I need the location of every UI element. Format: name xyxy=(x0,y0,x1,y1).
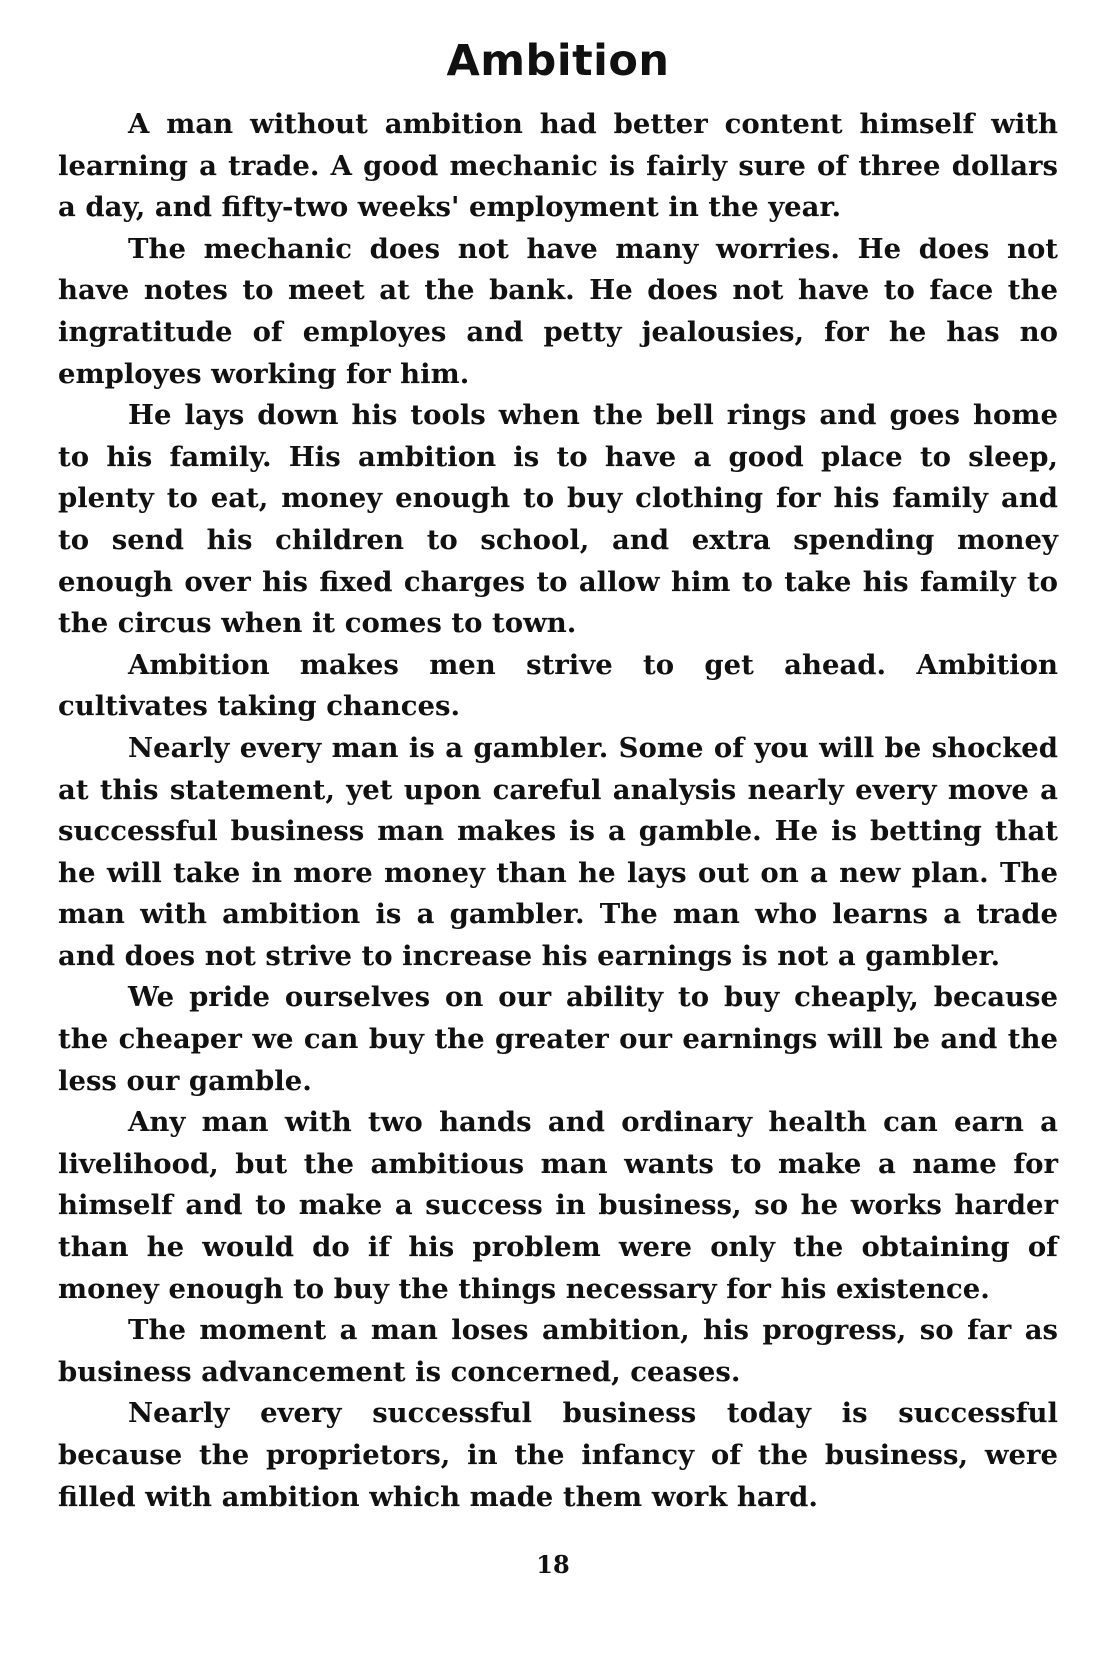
paragraph-2: The mechanic does not have many worries. He does not have notes to meet at the bank. He does not have to face the ingratitude of employes and petty jealousies, for he has no employes working for him. xyxy=(58,232,1058,390)
paragraph-9: Nearly every successful business today is successful because the proprietors, in the infancy of the business, were filled with ambition which made them work hard. xyxy=(58,1397,1058,1513)
page-number: 18 xyxy=(536,1550,570,1579)
paragraph-8: The moment a man loses ambition, his progress, so far as business advancement is concerned, ceases. xyxy=(58,1314,1058,1388)
paragraph-7: Any man with two hands and ordinary health can earn a livelihood, but the ambitious man wants to make a name for himself and to make a success in business, so he works harder than he would do if his problem were only the obtaining of money enough to buy the things necessary for his existence. xyxy=(58,1106,1058,1305)
page-content xyxy=(58,30,1058,1518)
paragraph-5: Nearly every man is a gambler. Some of you will be shocked at this statement, yet upon careful analysis nearly every move a successful business man makes is a gamble. He is betting that he will take in more money than he lays out on a new plan. The man with ambition is a gambler. The man who learns a trade and does not strive to increase his earnings is not a gambler. xyxy=(58,731,1058,972)
paragraph-6: We pride ourselves on our ability to buy cheaply, because the cheaper we can buy the greater our earnings will be and the less our gamble. xyxy=(58,981,1058,1097)
paragraph-4: Ambition makes men strive to get ahead. Ambition cultivates taking chances. xyxy=(58,648,1058,723)
page-title: Ambition xyxy=(446,36,670,86)
paragraph-1: A man without ambition had better content himself with learning a trade. A good mechanic is fairly sure of three dollars a day, and fifty-two weeks' employment in the year. xyxy=(58,108,1058,224)
paragraph-3: He lays down his tools when the bell rings and goes home to his family. His ambition is to have a good place to sleep, plenty to eat, money enough to buy clothing for his family and to send his children to school, and extra spending money enough over his fixed charges to allow him to take his family to the circus when it comes to town. xyxy=(58,399,1058,640)
